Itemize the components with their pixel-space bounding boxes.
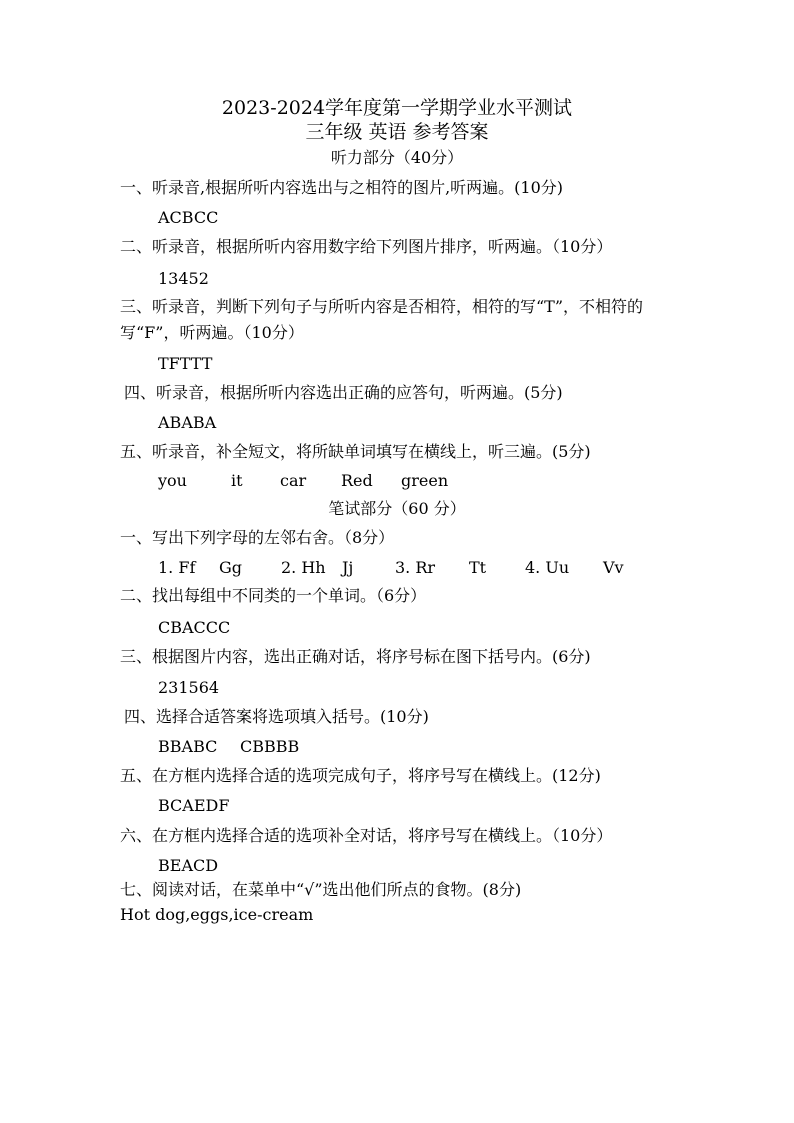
answer-item: Tt [469,558,487,577]
document-subtitle: 三年级 英语 参考答案 [305,121,489,143]
answer-group: CBBBB [240,737,300,756]
listening-answer-1: ACBCC [158,208,219,227]
writing-question-7: 七、阅读对话，在菜单中“√”选出他们所点的食物。(8分) [120,880,522,899]
answer-item: 1. Ff [158,558,196,577]
writing-answer-5: BCAEDF [158,796,230,815]
answer-item: Gg [219,558,243,577]
listening-question-4: 四、听录音，根据所听内容选出正确的应答句，听两遍。(5分) [124,383,563,402]
writing-question-5: 五、在方框内选择合适的选项完成句子，将序号写在横线上。(12分) [120,766,601,785]
writing-question-6: 六、在方框内选择合适的选项补全对话，将序号写在横线上。（10分） [120,826,613,845]
answer-group: BBABC [158,737,218,756]
answer-word: it [231,471,243,490]
listening-question-5: 五、听录音，补全短文，将所缺单词填写在横线上，听三遍。(5分) [120,442,591,461]
listening-answer-3: TFTTT [158,354,213,373]
answer-word: car [280,471,307,490]
document-title: 2023-2024学年度第一学期学业水平测试 [221,97,573,119]
listening-question-3: 三、听录音，判断下列句子与所听内容是否相符，相符的写“T”，不相符的写“F”，听两遍。（10分） [120,297,644,342]
writing-answer-4 [158,736,299,758]
writing-answer-6: BEACD [158,856,219,875]
writing-question-3: 三、根据图片内容，选出正确对话，将序号标在图下括号内。(6分) [120,647,591,666]
writing-answer-1 [158,557,624,579]
answer-item: Jj [342,558,354,577]
listening-question-1: 一、听录音,根据所听内容选出与之相符的图片,听两遍。(10分) [120,178,564,197]
listening-answer-2: 13452 [158,269,209,288]
answer-word: you [158,471,187,490]
listening-answer-5 [158,470,448,492]
writing-section-heading: 笔试部分（60 分） [328,499,466,518]
writing-answer-2: CBACCC [158,618,231,637]
listening-answer-4: ABABA [158,413,217,432]
listening-section-heading: 听力部分（40分） [330,148,464,167]
writing-answer-7: Hot dog,eggs,ice-cream [120,905,314,924]
listening-question-2: 二、听录音，根据所听内容用数字给下列图片排序，听两遍。（10分） [120,237,613,256]
writing-answer-3: 231564 [158,678,220,697]
answer-item: 4. Uu [525,558,570,577]
answer-word: Red [341,471,373,490]
answer-item: 3. Rr [395,558,436,577]
writing-question-4: 四、选择合适答案将选项填入括号。(10分) [124,707,429,726]
answer-word: green [401,471,449,490]
answer-item: Vv [603,558,624,577]
writing-question-1: 一、写出下列字母的左邻右舍。（8分） [120,528,395,547]
answer-item: 2. Hh [281,558,326,577]
writing-question-2: 二、找出每组中不同类的一个单词。（6分） [120,586,427,605]
